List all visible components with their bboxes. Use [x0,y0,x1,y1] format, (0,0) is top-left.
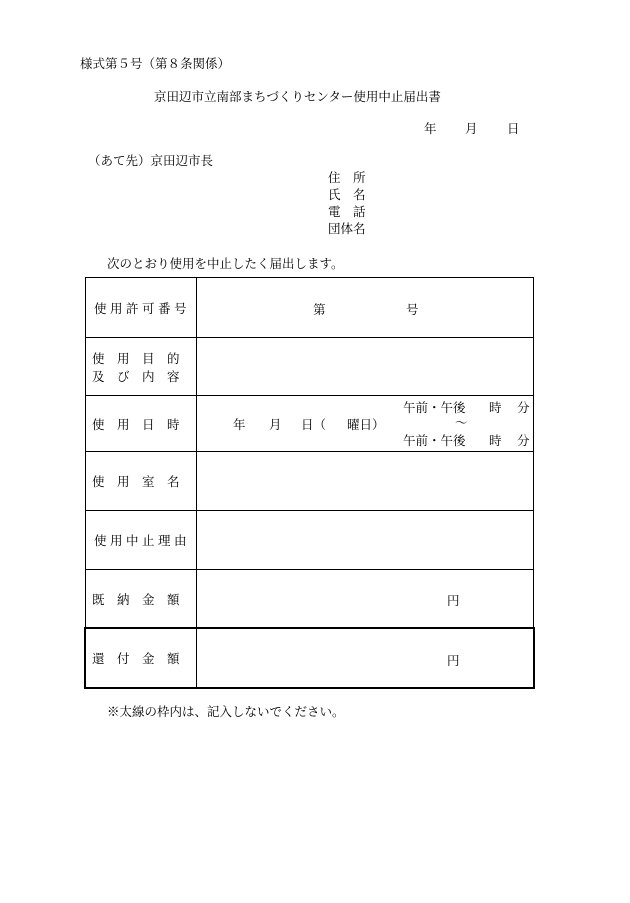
paid-amount-label [86,570,197,627]
paid-yen-unit: 円 [447,593,460,608]
date-year: 年 [424,121,437,136]
reason-field[interactable] [197,511,533,569]
phone-field-label: 電 話 [328,204,366,219]
reason-label [86,511,197,569]
dt-start-ampm: 午前・午後 [403,400,466,415]
room-label [86,452,197,510]
reason-label-text: 使用中止理由 [94,533,191,548]
thick-border-box [84,627,535,689]
permit-dai-text: 第 [313,302,326,317]
permit-go-text: 号 [406,302,419,317]
row-datetime [85,395,534,451]
row-purpose [85,337,534,395]
date-month: 月 [465,121,478,136]
footnote: ※太線の枠内は、記入しないでください。 [107,704,345,719]
purpose-label [86,338,197,395]
paid-amount-field[interactable] [197,570,533,627]
dt-weekday-close: 曜日） [347,417,385,432]
purpose-label-line2: 及 び 内 容 [92,368,180,384]
datetime-field[interactable] [197,396,533,451]
organization-field-label: 団体名 [328,221,366,236]
row-reason [85,510,534,569]
dt-start-min: 分 [517,400,530,415]
permit-number-label [86,278,197,337]
address-field-label: 住 所 [328,170,366,185]
dt-month: 月 [269,417,282,432]
intro-text: 次のとおり使用を中止したく届出します。 [107,256,344,271]
document-title: 京田辺市立南部まちづくりセンター使用中止届出書 [154,89,441,104]
refund-amount-label-text: 還 付 金 額 [92,650,180,666]
purpose-field[interactable] [197,338,533,395]
dt-day-open: 日（ [301,417,327,432]
dt-end-hour: 時 [489,433,502,448]
dt-end-ampm: 午前・午後 [403,433,466,448]
datetime-label-text: 使 用 日 時 [92,416,180,432]
permit-number-label-text: 使用許可番号 [94,300,191,316]
row-paid-amount [85,569,534,627]
dt-tilde: 〜 [455,415,468,430]
dt-end-min: 分 [517,433,530,448]
dt-start-hour: 時 [489,400,502,415]
row-room [85,451,534,510]
room-field[interactable] [197,452,533,510]
refund-yen-unit: 円 [447,653,460,668]
name-field-label: 氏 名 [328,187,366,202]
form-number: 様式第５号（第８条関係） [80,56,231,71]
row-permit-number [85,277,534,337]
datetime-label [86,396,197,451]
room-label-text: 使 用 室 名 [92,474,180,489]
addressee: （あて先）京田辺市長 [88,153,214,168]
date-day: 日 [507,121,520,136]
purpose-label-line1: 使 用 目 的 [92,350,180,366]
permit-number-field[interactable] [197,278,533,337]
paid-amount-label-text: 既 納 金 額 [92,591,180,607]
dt-year: 年 [233,417,246,432]
